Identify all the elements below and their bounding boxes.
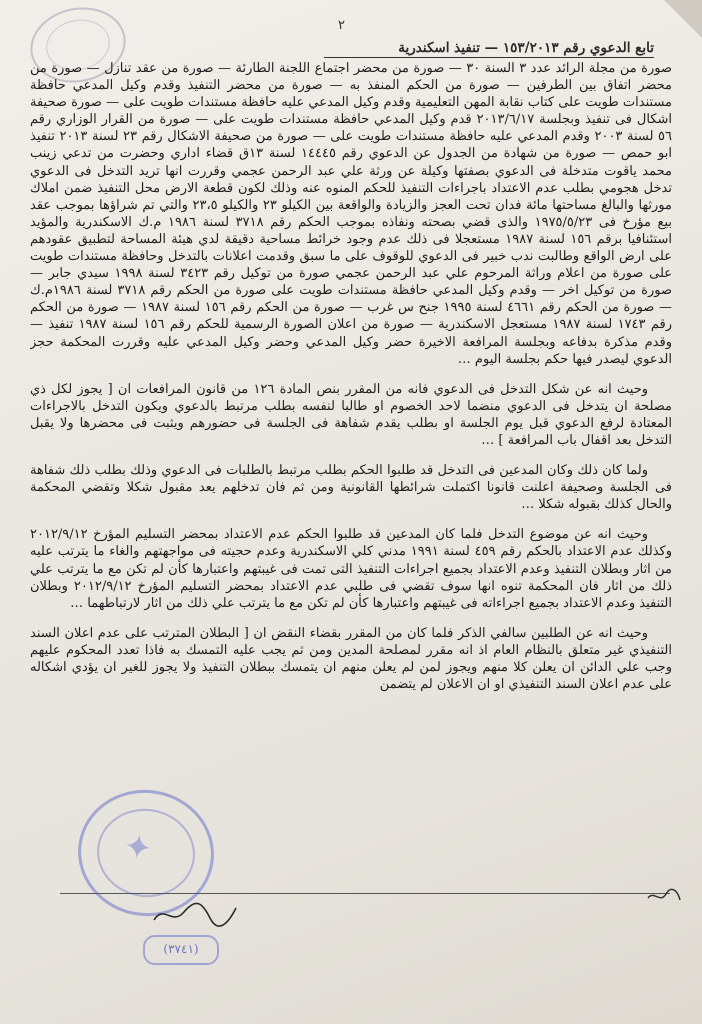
paragraph-intervention-form: وحيث انه عن شكل التدخل فى الدعوي فانه من المقرر بنص المادة ١٢٦ من قانون المرافعات ان [ يجوز لكل ذي مصلحة ان يتدخل فى الدعوي منضما لاحد الخصوم او طالبا لنفسه بطلب مرتبط بالدعوي ويكون التدخل بالاجراءات المعتادة لرفع الدعوي قبل يوم الجلسة او بطلب يقدم شفاهة فى الجلسة فى حضورهم ويثبت فى محضرها ولا يقبل التدخل بعد اقفال باب المرافعة ] … xyxy=(30,381,672,448)
paragraph-intervention-accepted: ولما كان ذلك وكان المدعين فى التدخل قد طلبوا الحكم بطلب مرتبط بالطلبات فى الدعوي وذلك بطلب ذلك شفاهة فى الجلسة وصحيفة اعلنت قانونا اكتملت شرائطها القانونية ومن ثم فان تدخلهم يعد مقبول شكلا وتقضي المحكمة والحال كذلك بقبوله شكلا … xyxy=(30,463,672,513)
paragraph-documents-list: صورة من مجلة الرائد عدد ٣ السنة ٣٠ — صورة من محضر اجتماع اللجنة الطارئة — صورة من عقد تنازل — صورة من محضر اتفاق بين الطرفين — صورة من الحكم المنفذ به — صورة من محضر التنفيذ وقدم وكيل المدعي حافظة مستندات طويت على كتاب نقابة المهن التعليمية وقدم وكيل المدعي عليه حافظة مستندات طويت على — صورة صحيفة اشكال فى تنفيذ وبجلسة ٢٠١٣/٦/١٧ قدم وكيل المدعي حافظة مستندات طويت على — صورة من القرار الوزاري رقم ٥٦ لسنة ٢٠٠٣ وقدم المدعي عليه حافظة مستندات طويت على — صورة من صحيفة الاشكال رقم ٢٣ لسنة ٢٠١٣ تنفيذ ابو حمص — صورة من شهادة من الجدول عن الدعوي رقم ١٤٤٤٥ لسنة ١٣ق قضاء اداري وحضرت من تدعي زينب محمد ياقوت متدخلة فى الدعوي بصفتها وكيلة عن ورثة علي عبد الرحمن عجمي وقررت انها تريد التدخل فى الدعوي تدخل هجومي بطلب عدم الاعتداد باجراءات التنفيذ للحكم المنوه عنه وذلك لكون قطعة الارض محل التنفيذ ضمن املاك مورثها والبالغ مساحتها مائة فدان تحت العجز والزيادة والواقعة بين الكيلو ٢٣ والكيلو ٢٣،٥ والتي تم شراؤها بموجب عقد بيع مؤرخ فى ١٩٧٥/٥/٢٣ والذى قضي بصحته ونفاذه بموجب الحكم رقم ٣٧١٨ لسنة ١٩٨٦ م.ك الاسكندرية والمؤيد استئنافيا برقم ١٥٦ لسنة ١٩٨٧ مستعجلا فى ذلك عدم وجود خرائط مساحية دقيقة لدي هيئة المساحة لتطبيق عقودهم على ارض الواقع وطالبت ندب خبير فى الدعوي للوقوف على ما سبق وقدمت اعلانات بالتدخل وحافظة مستندات طويت على صورة من اعلام وراثة المرحوم علي عبد الرحمن عجمي صورة من توكيل رقم ٣٤٢٣ لسنة ١٩٩٨ سيدي جابر — صورة من توكيل اخر — وقدم وكيل المدعي حافظة مستندات طويت على صورة من الحكم رقم ٣٧١٨ لسنة ١٩٨٦م.ك — صورة من الحكم رقم ٤٦٦١ لسنة ١٩٩٥ جنح س غرب — صورة من الحكم رقم ١٥٦ لسنة ١٩٨٧ — صورة من الحكم رقم ١٧٤٣ لسنة ١٩٨٧ مستعجل الاسكندرية — صورة من اعلان الصورة الرسمية للحكم رقم ١٥٦ لسنة ١٩٨٧ تنفيذ — وقدم مذكرة بدفاعه وبجلسة المرافعة الاخيرة حضر وكيل المدعي وحضر وكيل المدعي عليه وقررت المحكمة حجز الدعوي ليصدر فيها حكم بجلسة اليوم … xyxy=(30,61,672,367)
page-number: ٢ xyxy=(338,18,345,33)
paragraph-cassation-ruling: وحيث انه عن الطلبين سالفي الذكر فلما كان من المقرر بقضاء النقض ان [ البطلان المترتب على عدم اعلان السند التنفيذي غير متعلق بالنظام العام اذ انه مقرر لمصلحة المدين ومن ثم يجب عليه التمسك به فاذا تعدد المحكوم عليهم وجب علي الدائن ان يعلن كلا منهم ويجوز لمن لم يعلن منهم ان يتمسك ببطلان التنفيذ ولا يجوز للغير ان يؤدي اشكاله على عدم اعلان السند التنفيذي او ان الاعلان لم يتضمن xyxy=(30,625,672,693)
document-header: تابع الدعوي رقم ١٥٣/٢٠١٣ — تنفيذ اسكندرية xyxy=(324,40,654,58)
handwritten-signature xyxy=(150,898,240,930)
paragraph-intervention-subject: وحيث انه عن موضوع التدخل فلما كان المدعين قد طلبوا الحكم عدم الاعتداد بمحضر التسليم المؤرخ ٢٠١٢/٩/١٢ وكذلك عدم الاعتداد بالحكم رقم ٤٥٩ لسنة ١٩٩١ مدني كلي الاسكندرية وعدم حجيته فى مواجهتهم والغاء ما يترتب عليه من اثار وبطلان التنفيذ وعدم الاعتداد بجميع اجراءات التنفيذ التى تمت فى غيبتهم واعتبارها كأن لم تكن مع ما يترتب علي ذلك من اثار فان المحكمة تنوه انها سوف تقضي فى طلبي عدم الاعتداد بمحضر التسليم المؤرخ ٢٠١٢/٩/١٢ وبطلان التنفيذ وعدم الاعتداد بجميع اجراءاته فى غيبتهم واعتبارها كأن لم تكن مع ما يترتب علي ذلك من اثار لارتباطهما … xyxy=(30,527,672,611)
folded-corner xyxy=(664,0,702,38)
stamp-number-label: (٣٧٤١) xyxy=(143,935,219,965)
initials-signature xyxy=(646,886,682,906)
eagle-emblem-icon: ✦ xyxy=(120,826,155,870)
